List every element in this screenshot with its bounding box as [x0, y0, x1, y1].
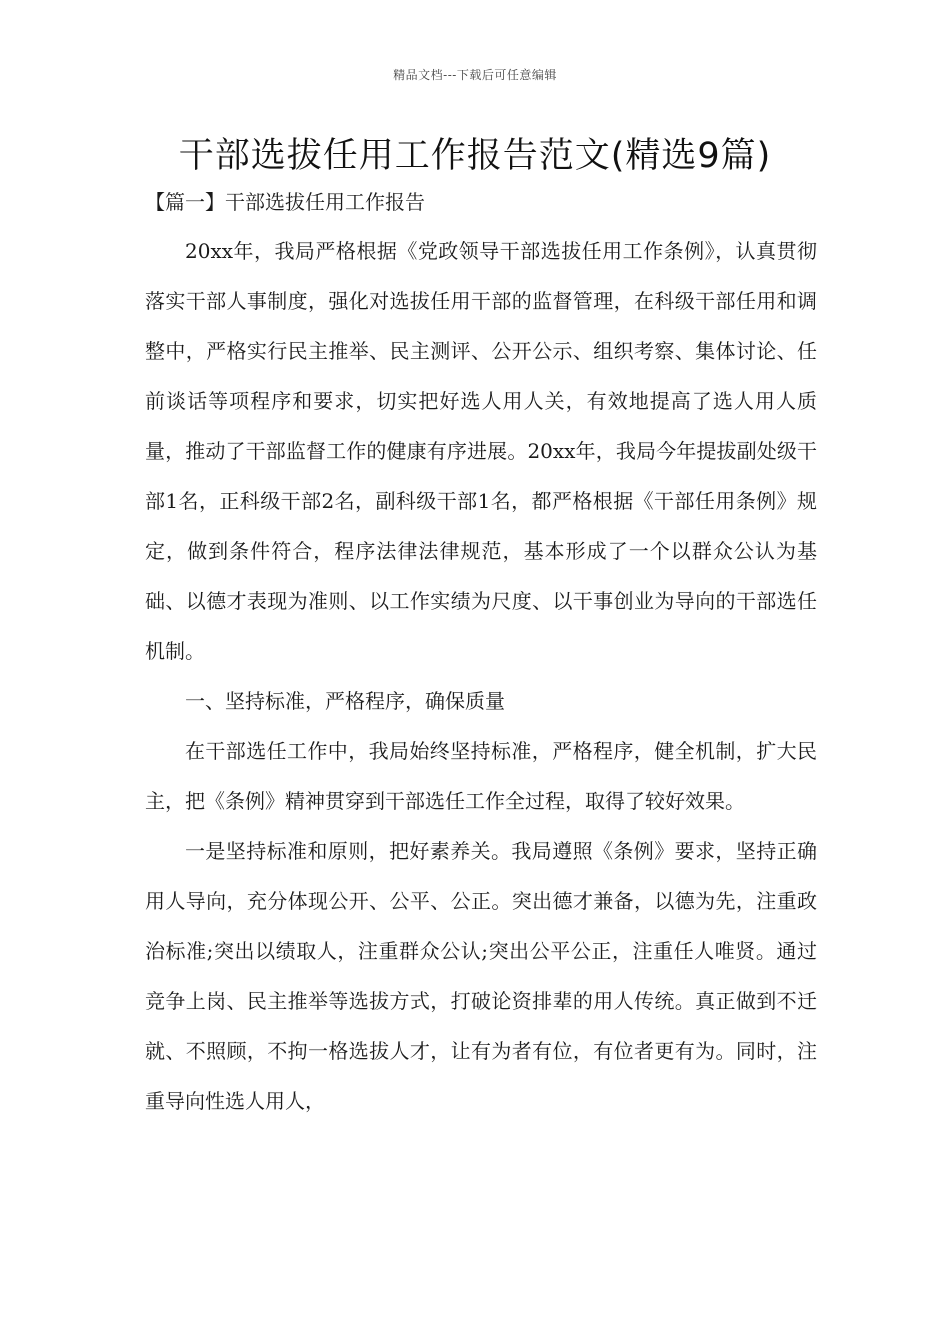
paragraph: 20xx年，我局严格根据《党政领导干部选拔任用工作条例》，认真贯彻落实干部人事制度，强化对选拔任用干部的监督管理，在科级干部任用和调整中，严格实行民主推举、民主测评、公开公示、组织考察、集体讨论、任前谈话等项程序和要求，切实把好选人用人关，有效地提高了选人用人质量，推动了干部监督工作的健康有序进展。20xx年，我局今年提拔副处级干部1名，正科级干部2名，副科级干部1名，都严格根据《干部任用条例》规定，做到条件符合，程序法律法律规范，基本形成了一个以群众公认为基础、以德才表现为准则、以工作实绩为尺度、以干事创业为导向的干部选任机制。 [145, 239, 817, 663]
header-note: 精品文档---下载后可任意编辑 [393, 68, 557, 82]
document-body [145, 226, 817, 1126]
document-title: 干部选拔任用工作报告范文(精选9篇) [178, 136, 772, 176]
paragraph: 在干部选任工作中，我局始终坚持标准，严格程序，健全机制，扩大民主，把《条例》精神贯穿到干部选任工作全过程，取得了较好效果。 [145, 739, 817, 813]
section-heading: 【篇一】干部选拔任用工作报告 [145, 190, 425, 214]
paragraph: 一是坚持标准和原则，把好素养关。我局遵照《条例》要求，坚持正确用人导向，充分体现公开、公平、公正。突出德才兼备，以德为先，注重政治标准;突出以绩取人，注重群众公认;突出公平公正，注重任人唯贤。通过竞争上岗、民主推举等选拔方式，打破论资排辈的用人传统。真正做到不迁就、不照顾，不拘一格选拔人才，让有为者有位，有位者更有为。同时，注重导向性选人用人， [145, 839, 817, 1113]
subheading-paragraph: 一、坚持标准，严格程序，确保质量 [185, 689, 505, 713]
